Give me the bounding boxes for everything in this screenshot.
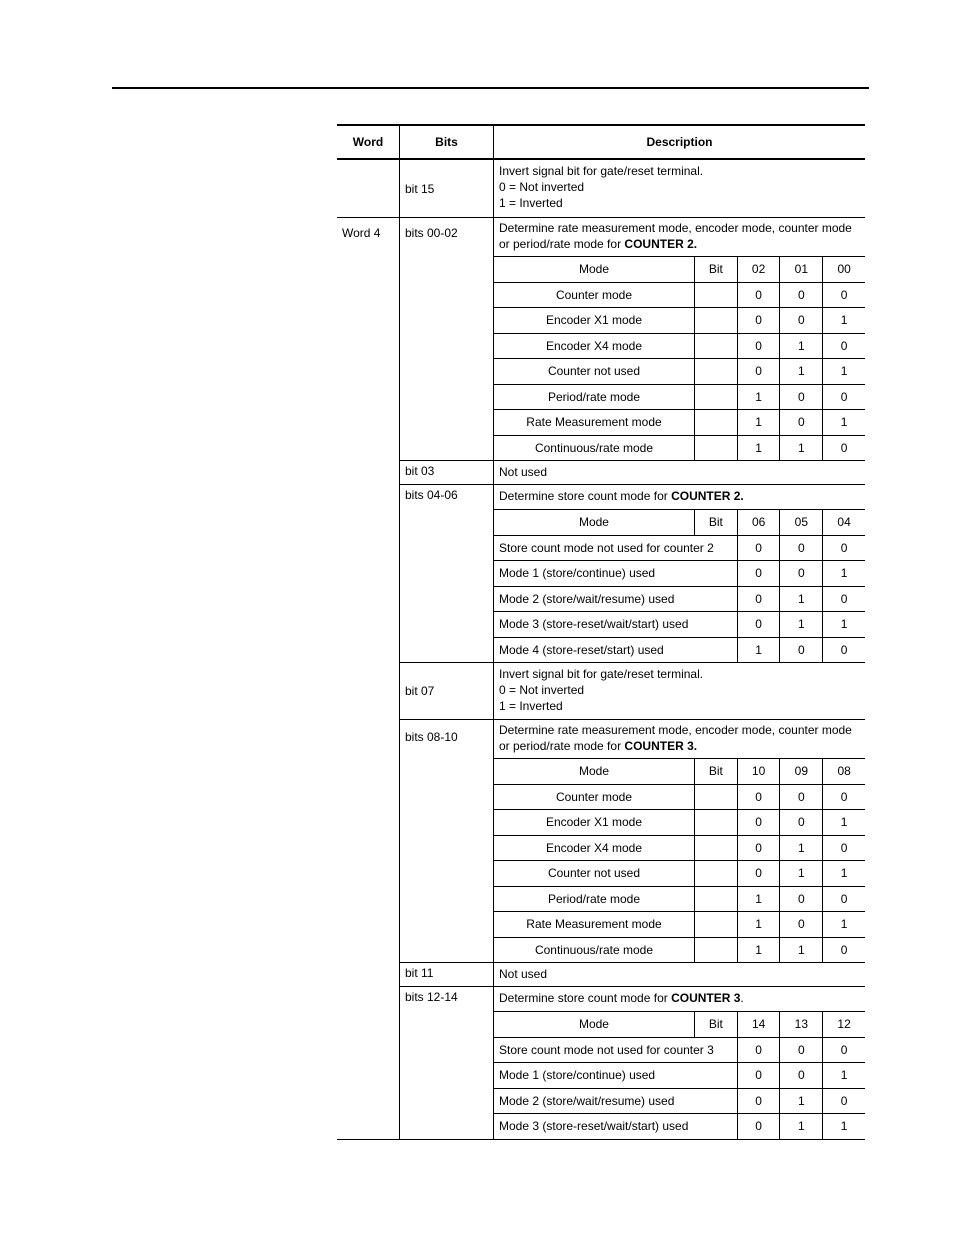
mode-row: Mode 3 (store-reset/wait/start) used 0 1 1 [494,612,865,638]
description-cell [493,460,865,484]
description-text: Not used [499,967,548,981]
counter-name: COUNTER 2. [671,489,744,503]
description-line: 0 = Not inverted [499,180,585,194]
mode-table-counter2-store [494,509,865,662]
bits-label: bit 15 [399,160,493,217]
mode-table-header: Mode Bit 14 13 12 [494,1012,865,1038]
mode-row: Period/rate mode 1 0 0 [494,886,865,912]
mode-row: Mode 2 (store/wait/resume) used 0 1 0 [494,586,865,612]
mode-row: Store count mode not used for counter 2 0 0 0 [494,535,865,561]
row-bits-04-06 [337,484,865,662]
description-text: Determine rate measurement mode, encoder mode, counter mode or period/rate mode for [499,723,852,753]
table-bottom-rule [337,1139,865,1140]
page-header-rule [112,87,869,89]
mode-row: Mode 2 (store/wait/resume) used 0 1 0 [494,1088,865,1114]
bits-label: bit 11 [399,962,493,986]
header-description: Description [493,126,865,158]
description-line: Invert signal bit for gate/reset terminal. [499,667,704,681]
row-bit-03 [337,460,865,484]
mode-row: Continuous/rate mode 1 1 0 [494,435,865,460]
mode-row: Period/rate mode 1 0 0 [494,384,865,410]
mode-table-header: Mode Bit 06 05 04 [494,510,865,536]
counter-name: COUNTER 3 [671,991,741,1005]
description-text: Determine rate measurement mode, encoder mode, counter mode or period/rate mode for [499,221,852,251]
mode-row: Mode 4 (store-reset/start) used 1 0 0 [494,637,865,662]
description-line: Invert signal bit for gate/reset terminal. [499,164,704,178]
row-bit-07 [337,662,865,719]
description-line: 1 = Inverted [499,699,563,713]
mode-row: Encoder X4 mode 0 1 0 [494,835,865,861]
description-text: Determine store count mode for [499,489,672,503]
row-bits-00-02 [337,217,865,460]
mode-row: Mode 3 (store-reset/wait/start) used 0 1 1 [494,1114,865,1139]
mode-row: Mode 1 (store/continue) used 0 0 1 [494,561,865,587]
bits-label: bit 03 [399,460,493,484]
description-cell [493,484,865,662]
counter-name: COUNTER 3. [624,739,698,753]
row-bits-12-14 [337,986,865,1139]
mode-row: Counter mode 0 0 0 [494,282,865,308]
word-label: Word 4 [342,226,381,240]
row-bits-08-10 [337,719,865,962]
bit-definition-table [337,124,865,1140]
mode-row: Encoder X1 mode 0 0 1 [494,810,865,836]
mode-row: Encoder X1 mode 0 0 1 [494,308,865,334]
table-header-row [337,124,865,160]
bits-label: bits 12-14 [399,986,493,1139]
description-cell [493,719,865,962]
description-cell [493,962,865,986]
mode-row: Encoder X4 mode 0 1 0 [494,333,865,359]
bits-label: bit 07 [399,662,493,719]
mode-row: Continuous/rate mode 1 1 0 [494,937,865,962]
description-tail: . [740,991,744,1005]
header-bits: Bits [399,126,493,158]
mode-row: Counter not used 0 1 1 [494,359,865,385]
description-line: 1 = Inverted [499,196,563,210]
mode-row: Rate Measurement mode 1 0 1 [494,912,865,938]
description-cell [493,986,865,1139]
header-word: Word [352,135,384,149]
description-cell [493,662,865,719]
mode-row: Counter not used 0 1 1 [494,861,865,887]
mode-row: Store count mode not used for counter 3 0 0 0 [494,1037,865,1063]
mode-table-counter3-store [494,1011,865,1139]
bits-label: bits 00-02 [399,218,493,460]
description-text: Determine store count mode for [499,991,672,1005]
bits-label: bits 04-06 [399,484,493,662]
row-bit-11 [337,962,865,986]
mode-table-header: Mode Bit 02 01 00 [494,257,865,283]
mode-table-counter3-rate [494,758,865,962]
mode-table-counter2-rate [494,256,865,460]
bits-label: bits 08-10 [399,719,493,962]
description-line: 0 = Not inverted [499,683,585,697]
mode-row: Mode 1 (store/continue) used 0 0 1 [494,1063,865,1089]
row-bit-15 [337,160,865,217]
description-text: Not used [499,465,548,479]
description-cell [493,218,865,460]
counter-name: COUNTER 2. [624,237,698,251]
mode-row: Rate Measurement mode 1 0 1 [494,410,865,436]
description-cell [493,160,865,217]
mode-row: Counter mode 0 0 0 [494,784,865,810]
mode-table-header: Mode Bit 10 09 08 [494,759,865,785]
